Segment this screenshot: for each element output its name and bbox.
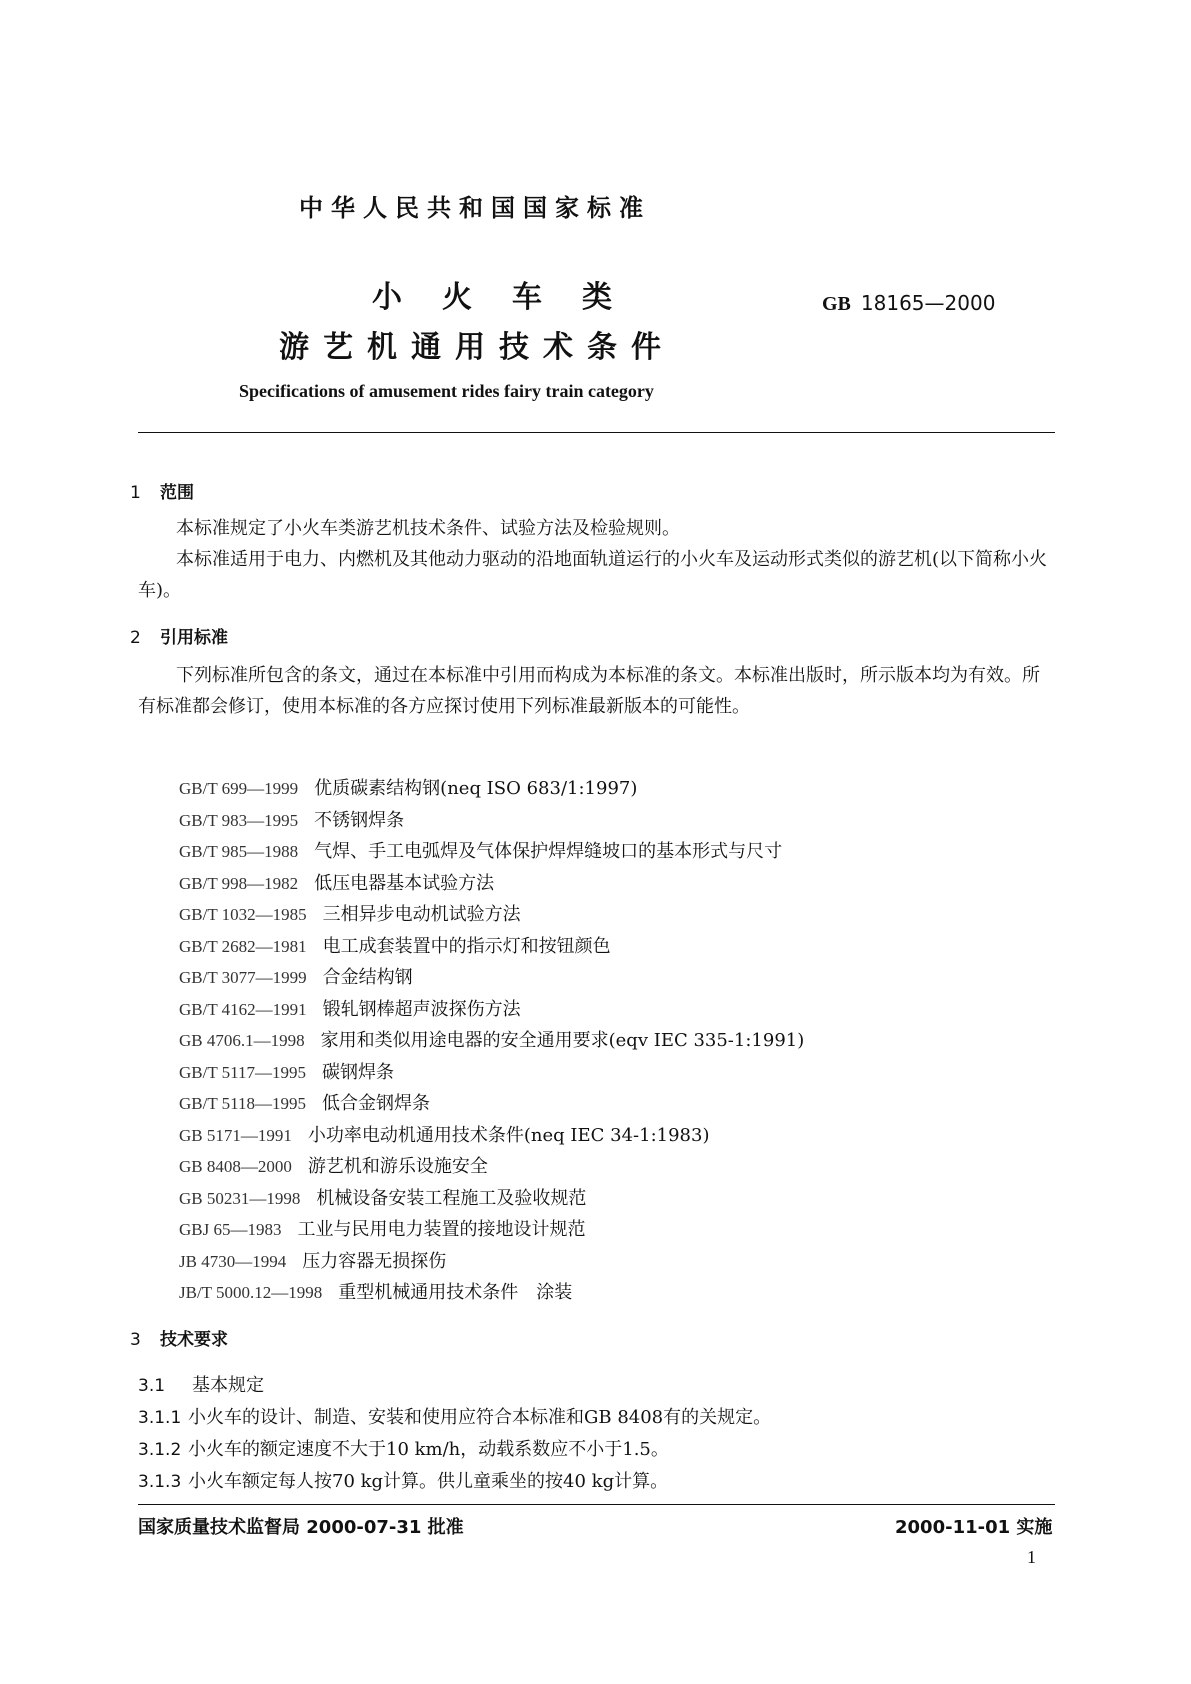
english-title: Specifications of amusement rides fairy train category — [239, 381, 654, 401]
reference-code: GB/T 5117—1995 — [179, 1062, 307, 1082]
section-1-paragraph-1 — [138, 513, 1055, 544]
footer-divider — [138, 1504, 1055, 1505]
section-number: 2 — [130, 628, 141, 648]
reference-name: 重型机械通用技术条件 涂装 — [338, 1282, 573, 1303]
reference-code: GB 8408—2000 — [179, 1157, 292, 1176]
reference-item — [179, 836, 804, 868]
reference-code: JB/T 5000.12—1998 — [179, 1283, 323, 1302]
section-number: 3 — [130, 1330, 141, 1350]
reference-name: 三相异步电动机试验方法 — [322, 904, 521, 925]
clause-3-1-1 — [138, 1403, 771, 1429]
clause-number: 3.1.3 — [138, 1472, 182, 1492]
reference-name: 低合金钢焊条 — [322, 1093, 431, 1114]
national-standard-title: 中华人民共和国国家标准 — [299, 194, 651, 222]
reference-code: GBJ 65—1983 — [179, 1220, 282, 1239]
header-divider — [138, 432, 1055, 433]
reference-item — [179, 1277, 804, 1309]
reference-item — [179, 1120, 804, 1152]
clause-3-1-3 — [138, 1467, 668, 1493]
clause-3-1-2 — [138, 1435, 669, 1461]
paragraph-text: 下列标准所包含的条文，通过在本标准中引用而构成为本标准的条文。本标准出版时，所示版本均为有效。所有标准都会修订，使用本标准的各方应探讨使用下列标准最新版本的可能性。 — [138, 665, 1040, 717]
clause-3-1 — [138, 1371, 264, 1397]
section-2-paragraph-1 — [138, 660, 1055, 722]
standard-number: 18165—2000 — [860, 291, 996, 315]
reference-item — [179, 1246, 804, 1278]
clause-text: 小火车的设计、制造、安装和使用应符合本标准和GB 8408有的关规定。 — [188, 1407, 772, 1428]
reference-name: 碳钢焊条 — [322, 1061, 395, 1083]
clause-number: 3.1.2 — [138, 1440, 182, 1460]
reference-code: GB/T 998—1982 — [179, 873, 299, 893]
reference-item — [179, 1057, 804, 1089]
section-title: 技术要求 — [160, 1330, 228, 1350]
reference-item — [179, 931, 804, 963]
implementation-date: 2000-11-01 实施 — [895, 1517, 1053, 1538]
section-number: 1 — [130, 483, 141, 503]
reference-item — [179, 868, 804, 900]
reference-name: 机械设备安装工程施工及验收规范 — [316, 1187, 587, 1209]
section-2-heading — [130, 623, 228, 648]
reference-name: 家用和类似用途电器的安全通用要求(eqv IEC 335-1:1991) — [320, 1030, 805, 1051]
reference-name: 合金结构钢 — [322, 967, 413, 988]
reference-code: GB 5171—1991 — [179, 1125, 292, 1145]
reference-item — [179, 1183, 804, 1215]
reference-item — [179, 1025, 804, 1057]
standard-prefix: GB — [822, 293, 851, 315]
reference-name: 游艺机和游乐设施安全 — [307, 1156, 488, 1177]
section-1-paragraph-2 — [138, 544, 1055, 606]
reference-code: GB/T 983—1995 — [179, 810, 299, 830]
reference-item — [179, 773, 804, 805]
clause-text: 小火车额定每人按70 kg计算。供儿童乘坐的按40 kg计算。 — [188, 1471, 669, 1492]
section-1-heading — [130, 478, 194, 503]
reference-code: GB/T 4162—1991 — [179, 999, 307, 1019]
reference-code: GB/T 985—1988 — [179, 842, 299, 861]
approval-date: 国家质量技术监督局 2000-07-31 批准 — [138, 1517, 464, 1538]
reference-code: GB 4706.1—1998 — [179, 1031, 305, 1050]
reference-item — [179, 962, 804, 994]
document-title-line-1: 小火车类 — [372, 280, 652, 315]
reference-code: JB 4730—1994 — [179, 1251, 287, 1271]
reference-name: 优质碳素结构钢(neq ISO 683/1:1997) — [314, 778, 638, 799]
reference-name: 压力容器无损探伤 — [302, 1250, 447, 1272]
standard-code — [822, 291, 995, 316]
reference-item — [179, 1214, 804, 1246]
reference-item — [179, 1151, 804, 1183]
reference-item — [179, 805, 804, 837]
reference-code: GB/T 699—1999 — [179, 779, 299, 798]
section-title: 范围 — [160, 483, 194, 503]
reference-name: 气焊、手工电弧焊及气体保护焊焊缝坡口的基本形式与尺寸 — [314, 841, 783, 862]
reference-name: 锻轧钢棒超声波探伤方法 — [322, 998, 521, 1020]
reference-code: GB 50231—1998 — [179, 1188, 301, 1208]
reference-name: 小功率电动机通用技术条件(neq IEC 34-1:1983) — [307, 1124, 710, 1146]
clause-text: 小火车的额定速度不大于10 km/h，动载系数应不小于1.5。 — [188, 1439, 669, 1460]
reference-name: 低压电器基本试验方法 — [314, 872, 495, 894]
clause-number: 3.1.1 — [138, 1408, 182, 1428]
paragraph-text: 本标准适用于电力、内燃机及其他动力驱动的沿地面轨道运行的小火车及运动形式类似的游艺机(以下简称小火车)。 — [138, 549, 1048, 601]
reference-code: GB/T 5118—1995 — [179, 1094, 307, 1113]
reference-name: 工业与民用电力装置的接地设计规范 — [297, 1219, 586, 1240]
reference-item — [179, 899, 804, 931]
section-3-heading — [130, 1325, 228, 1350]
reference-item — [179, 1088, 804, 1120]
reference-name: 电工成套装置中的指示灯和按钮颜色 — [322, 935, 611, 957]
reference-item — [179, 994, 804, 1026]
reference-code: GB/T 3077—1999 — [179, 968, 307, 987]
reference-name: 不锈钢焊条 — [314, 809, 405, 831]
reference-code: GB/T 1032—1985 — [179, 905, 307, 924]
clause-text: 基本规定 — [192, 1375, 264, 1396]
document-title-line-2: 游艺机通用技术条件 — [279, 330, 675, 365]
section-title: 引用标准 — [160, 628, 228, 648]
paragraph-text: 本标准规定了小火车类游艺机技术条件、试验方法及检验规则。 — [176, 518, 680, 539]
clause-number: 3.1 — [138, 1376, 166, 1396]
reference-code: GB/T 2682—1981 — [179, 936, 307, 956]
normative-references-list — [179, 773, 804, 1309]
page-number: 1 — [1027, 1547, 1036, 1567]
